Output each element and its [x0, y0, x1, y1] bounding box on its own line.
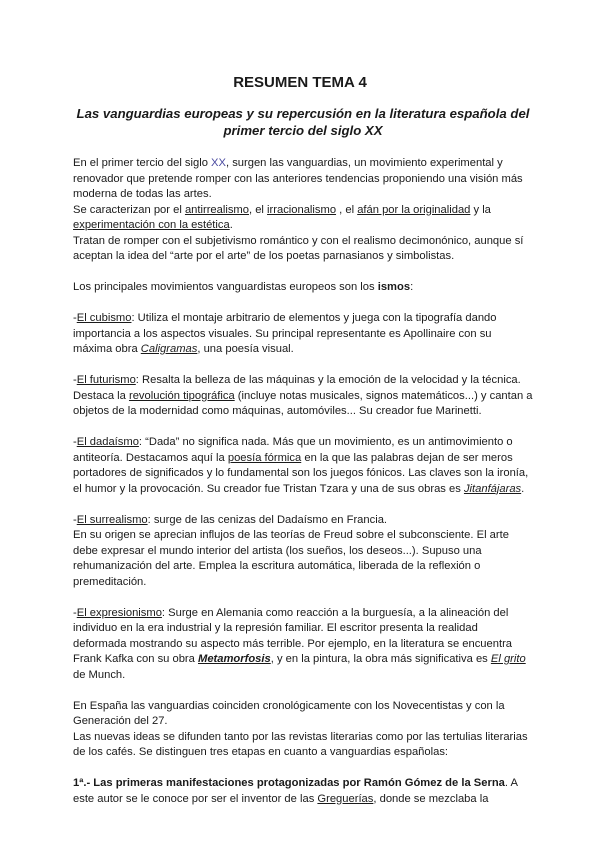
key-term: Greguerías	[317, 792, 374, 805]
ismos-term: ismos	[377, 281, 411, 293]
section-espana: En España las vanguardias coinciden cronológicamente con los Novecentistas y con la Generación del 27. Las nuevas ideas se difunden tanto por las revistas literarias como por las tertulias literarias de los cafés. Se distinguen tres etapas en cuanto a vanguardias españolas:	[73, 699, 528, 758]
key-term: poesía fórmica	[227, 451, 302, 464]
movement-name: El expresionismo	[76, 606, 162, 619]
work-title: Caligramas	[140, 343, 198, 355]
section-dadaismo: -El dadaísmo: “Dada” no significa nada. Más que un movimiento, es un antimovimiento o antiteoría. Destacamos aquí la poesía fórmica en la que las palabras dejan de ser meros portadores de significados y lo fundamental son los juegos fónicos. Las claves son la ironía, el humor y la provocación. Su creador fue Tristan Tzara y una de sus obras es Jitanfájaras.	[73, 436, 529, 495]
movement-name: El futurismo	[76, 374, 136, 386]
work-title: El grito	[490, 653, 526, 665]
century-xx: XX	[211, 157, 226, 169]
movement-name: El dadaísmo	[76, 436, 139, 448]
movement-name: El surrealismo	[76, 513, 148, 526]
key-term: revolución tipográfica	[128, 389, 235, 402]
section-cubismo: -El cubismo: Utiliza el montaje arbitrario de elementos y juega con la tipografía dando importancia a los aspectos visuales. Su principal representante es Apollinaire con su máxima obra Caligramas, una poesía visual.	[73, 312, 497, 355]
term-originalidad: afán por la originalidad	[357, 203, 471, 216]
term-antirrealismo: antirrealismo	[184, 203, 249, 216]
etapa-heading: 1ª.- Las primeras manifestaciones protagonizadas por Ramón Gómez de la Serna	[73, 777, 505, 789]
document-title: RESUMEN TEMA 4	[233, 74, 367, 91]
movements-intro: Los principales movimientos vanguardistas europeos son los ismos:	[73, 281, 414, 293]
work-title: Jitanfájaras	[463, 482, 522, 495]
section-expresionismo: -El expresionismo: Surge en Alemania como reacción a la burguesía, a la alineación del individuo en la era industrial y la represión familiar. El escritor presenta la realidad deformada mostrando su aspecto más terrible. Por ejemplo, en la literatura se encuentra Frank Kafka con su obra Metamorfosis, y en la pintura, la obra más significativa es El grito de Munch.	[73, 606, 526, 681]
intro-paragraph: En el primer tercio del siglo XX, surgen las vanguardias, un movimiento experimental y renovador que pretende romper con las anteriores tendencias proponiendo una visión más moderna de todas las artes. Se caracterizan por el antirrealismo, el irracionalismo , el afán por la originalidad y la experimentación con la estética. Tratan de romper con el subjetivismo romántico y con el realismo decimonónico, aunque sí aceptan la idea del “arte por el arte” de los poetas parnasianos y simbolistas.	[73, 157, 524, 262]
movement-name: El cubismo	[76, 312, 132, 324]
section-etapa-1: 1ª.- Las primeras manifestaciones protagonizadas por Ramón Gómez de la Serna. A este autor se le conoce por ser el inventor de las Greguerías, donde se mezclaba la	[73, 777, 518, 805]
term-irracionalismo: irracionalismo	[267, 203, 337, 216]
document-body	[73, 156, 533, 823]
work-title: Metamorfosis	[198, 653, 271, 665]
section-futurismo: -El futurismo: Resalta la belleza de las máquinas y la emoción de la velocidad y la técnica. Destaca la revolución tipográfica (incluye notas musicales, signos matemáticos...) y cantan a objetos de la modernidad como máquinas, automóviles... Su creador fue Marinetti.	[73, 374, 533, 417]
term-experimentacion: experimentación con la estética	[73, 219, 230, 231]
document-subtitle: Las vanguardias europeas y su repercusión en la literatura española del primer tercio del siglo XX	[76, 106, 530, 138]
section-surrealismo: -El surrealismo: surge de las cenizas del Dadaísmo en Francia. En su origen se aprecian influjos de las teorías de Freud sobre el subconsciente. El arte debe expresar el mundo interior del artista (los sueños, los deseos...). Supuso una rehumanización del arte. Emplea la escritura automática, liberada de la reflexión o premeditación.	[73, 513, 509, 588]
